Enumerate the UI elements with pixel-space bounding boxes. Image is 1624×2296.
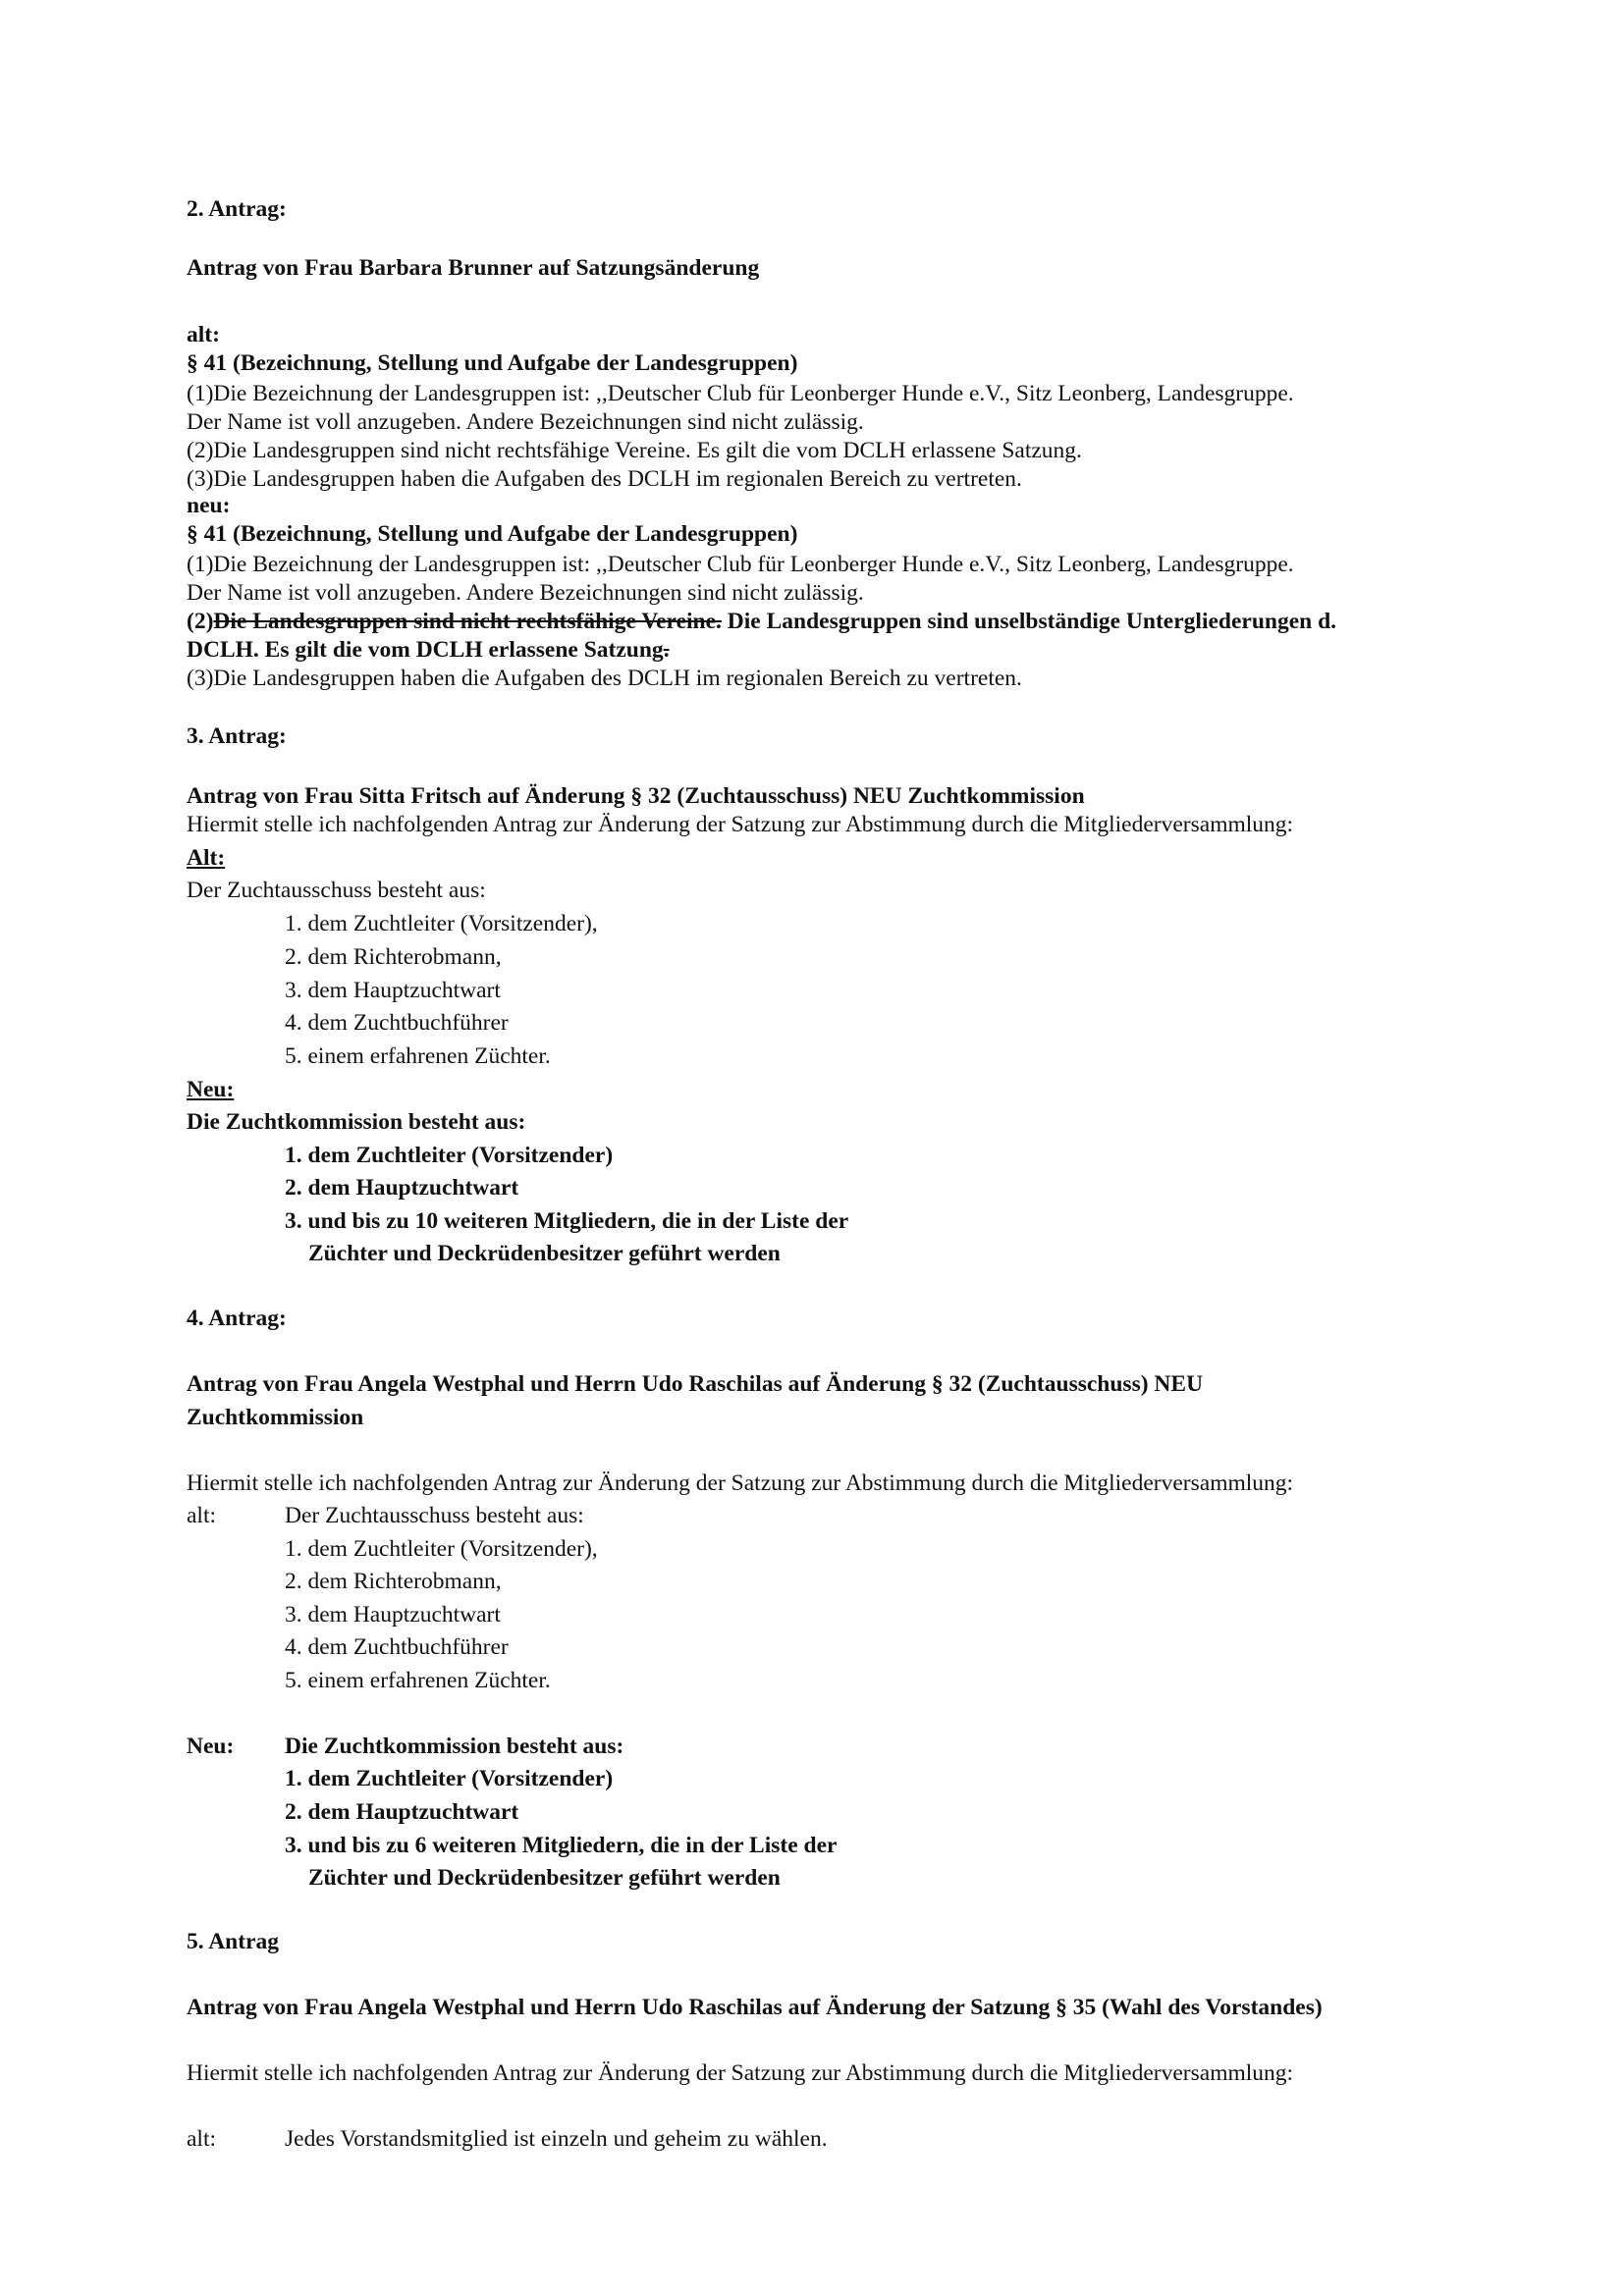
antrag-3-neu-item: 3. und bis zu 10 weiteren Mitgliedern, die in der Liste der [285, 1208, 849, 1234]
antrag-4-title-line2: Zuchtkommission [187, 1405, 364, 1430]
antrag-4-alt-item: 5. einem erfahrenen Züchter. [285, 1668, 551, 1693]
antrag-3-neu-item: 1. dem Zuchtleiter (Vorsitzender) [285, 1143, 614, 1168]
antrag-3-title: Antrag von Frau Sitta Fritsch auf Änderung § 32 (Zuchtausschuss) NEU Zuchtkommission [187, 783, 1085, 809]
antrag-2-neu-p1-line2: Der Name ist voll anzugeben. Andere Bezeichnungen sind nicht zulässig. [187, 580, 864, 606]
antrag-3-alt-item: 4. dem Zuchtbuchführer [285, 1010, 509, 1036]
antrag-2-title: Antrag von Frau Barbara Brunner auf Satzungsänderung [187, 255, 760, 281]
antrag-4-neu-row [187, 1733, 1070, 1760]
antrag-4-neu-item: 1. dem Zuchtleiter (Vorsitzender) [285, 1766, 614, 1791]
antrag-2-neu-p2-line2 [187, 636, 670, 664]
antrag-4-alt-label: alt: [187, 1503, 217, 1528]
antrag-4-neu-text: Die Zuchtkommission besteht aus: [285, 1734, 624, 1759]
antrag-4-neu-item: 3. und bis zu 6 weiteren Mitgliedern, die in der Liste der [285, 1833, 838, 1858]
antrag-4-heading: 4. Antrag: [187, 1306, 287, 1331]
antrag-2-alt-section: § 41 (Bezeichnung, Stellung und Aufgabe der Landesgruppen) [187, 350, 798, 376]
antrag-2-alt-p2: (2)Die Landesgruppen sind nicht rechtsfähige Vereine. Es gilt die vom DCLH erlassene Satzung. [187, 438, 1082, 463]
antrag-4-intro: Hiermit stelle ich nachfolgenden Antrag zur Änderung der Satzung zur Abstimmung durch die Mitgliederversammlung: [187, 1470, 1294, 1496]
antrag-2-heading: 2. Antrag: [187, 196, 287, 222]
inserted-text-cont: DCLH. Es gilt die vom DCLH erlassene Satzung [187, 637, 664, 663]
antrag-3-alt-label: Alt: [187, 845, 226, 871]
antrag-2-neu-p3: (3)Die Landesgruppen haben die Aufgaben des DCLH im regionalen Bereich zu vertreten. [187, 666, 1022, 691]
antrag-5-title: Antrag von Frau Angela Westphal und Herrn Udo Raschilas auf Änderung der Satzung § 35 (Wahl des Vorstandes) [187, 1995, 1323, 2020]
neu-p2-prefix: (2) [187, 609, 214, 634]
antrag-2-neu-p1-line1: (1)Die Bezeichnung der Landesgruppen ist: ,,Deutscher Club für Leonberger Hunde e.V., Sitz Leonberg, Landesgruppe. [187, 552, 1294, 577]
antrag-2-neu-label: neu: [187, 493, 231, 518]
antrag-4-neu-item3-cont: Züchter und Deckrüdenbesitzer geführt werden [308, 1865, 781, 1891]
antrag-3-neu-text: Die Zuchtkommission besteht aus: [187, 1109, 526, 1135]
struck-text: Die Landesgruppen sind nicht rechtsfähige Vereine. [213, 609, 722, 634]
antrag-3-alt-item: 5. einem erfahrenen Züchter. [285, 1043, 551, 1069]
antrag-5-heading: 5. Antrag [187, 1929, 279, 1954]
antrag-2-neu-section: § 41 (Bezeichnung, Stellung und Aufgabe der Landesgruppen) [187, 521, 798, 547]
antrag-3-intro: Hiermit stelle ich nachfolgenden Antrag zur Änderung der Satzung zur Abstimmung durch die Mitgliederversammlung: [187, 812, 1294, 837]
antrag-2-neu-p2-line1 [187, 608, 1336, 635]
antrag-3-neu-label: Neu: [187, 1077, 235, 1102]
antrag-4-neu-label: Neu: [187, 1734, 235, 1759]
antrag-4-alt-item: 2. dem Richterobmann, [285, 1569, 502, 1594]
inserted-text: Die Landesgruppen sind unselbständige Untergliederungen d. [721, 609, 1337, 634]
antrag-4-alt-item: 4. dem Zuchtbuchführer [285, 1634, 509, 1660]
antrag-4-alt-item: 1. dem Zuchtleiter (Vorsitzender), [285, 1536, 598, 1562]
antrag-3-neu-item: 2. dem Hauptzuchtwart [285, 1175, 519, 1201]
antrag-5-alt-row [187, 2125, 1070, 2153]
antrag-4-title-line1: Antrag von Frau Angela Westphal und Herrn Udo Raschilas auf Änderung § 32 (Zuchtausschuss) NEU [187, 1371, 1204, 1397]
antrag-3-alt-item: 1. dem Zuchtleiter (Vorsitzender), [285, 911, 598, 936]
antrag-5-intro: Hiermit stelle ich nachfolgenden Antrag zur Änderung der Satzung zur Abstimmung durch die Mitgliederversammlung: [187, 2060, 1294, 2086]
antrag-2-alt-p1-line1: (1)Die Bezeichnung der Landesgruppen ist: ,,Deutscher Club für Leonberger Hunde e.V., Sitz Leonberg, Landesgruppe. [187, 381, 1294, 406]
antrag-2-alt-p1-line2: Der Name ist voll anzugeben. Andere Bezeichnungen sind nicht zulässig. [187, 409, 864, 435]
antrag-4-alt-text: Der Zuchtausschuss besteht aus: [285, 1503, 584, 1528]
antrag-3-alt-item: 3. dem Hauptzuchtwart [285, 978, 501, 1003]
antrag-3-alt-text: Der Zuchtausschuss besteht aus: [187, 878, 486, 903]
antrag-3-neu-item3-cont: Züchter und Deckrüdenbesitzer geführt werden [308, 1241, 781, 1266]
antrag-4-alt-item: 3. dem Hauptzuchtwart [285, 1602, 501, 1628]
antrag-5-alt-label: alt: [187, 2126, 217, 2152]
antrag-2-alt-p3: (3)Die Landesgruppen haben die Aufgaben des DCLH im regionalen Bereich zu vertreten. [187, 466, 1022, 492]
antrag-3-alt-item: 2. dem Richterobmann, [285, 944, 502, 970]
antrag-5-alt-text: Jedes Vorstandsmitglied ist einzeln und geheim zu wählen. [285, 2126, 828, 2152]
struck-period: . [663, 637, 670, 663]
antrag-4-neu-item: 2. dem Hauptzuchtwart [285, 1799, 519, 1825]
antrag-3-heading: 3. Antrag: [187, 723, 287, 749]
antrag-2-alt-label: alt: [187, 322, 220, 347]
antrag-4-alt-row [187, 1502, 1070, 1529]
